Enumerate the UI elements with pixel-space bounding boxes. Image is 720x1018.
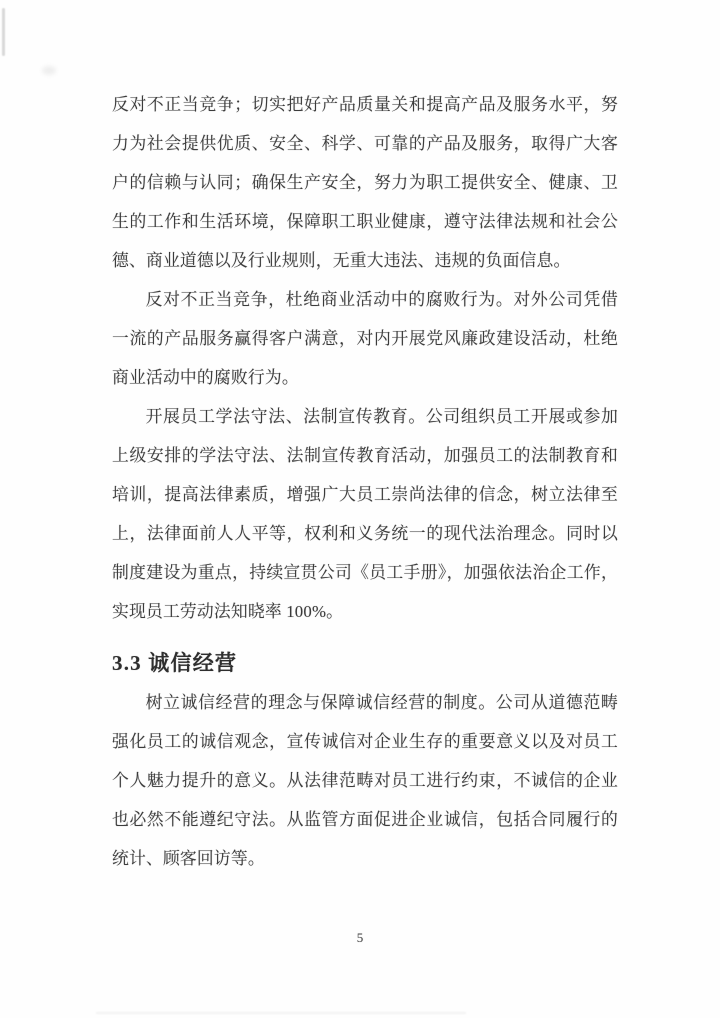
scan-artifact-bottom-line bbox=[96, 1012, 466, 1014]
paragraph-legal-education: 开展员工学法守法、法制宣传教育。公司组织员工开展或参加上级安排的学法守法、法制宣传教育活动，加强员工的法制教育和培训，提高法律素质，增强广大员工崇尚法律的信念，树立法律至上，法律面前人人平等，权利和义务统一的现代法治理念。同时以制度建设为重点，持续宣贯公司《员工手册》，加强依法治企工作，实现员工劳动法知晓率 100%。 bbox=[112, 407, 618, 621]
paragraph-integrity-concept: 树立诚信经营的理念与保障诚信经营的制度。公司从道德范畴强化员工的诚信观念，宣传诚信对企业生存的重要意义以及对员工个人魅力提升的意义。从法律范畴对员工进行约束，不诚信的企业也必然不能遵纪守法。从监管方面促进企业诚信，包括合同履行的统计、顾客回访等。 bbox=[112, 693, 618, 868]
scan-artifact-smudge bbox=[42, 66, 56, 75]
paragraph-anti-unfair-competition-quality: 反对不正当竞争；切实把好产品质量关和提高产品及服务水平，努力为社会提供优质、安全、科学、可靠的产品及服务，取得广大客户的信赖与认同；确保生产安全，努力为职工提供安全、健康、卫生的工作和生活环境，保障职工职业健康，遵守法律法规和社会公德、商业道德以及行业规则，无重大违法、违规的负面信息。 bbox=[112, 95, 618, 270]
page-number: 5 bbox=[356, 930, 364, 945]
paragraph-anti-corruption: 反对不正当竞争，杜绝商业活动中的腐败行为。对外公司凭借一流的产品服务赢得客户满意，对内开展党风廉政建设活动，杜绝商业活动中的腐败行为。 bbox=[112, 290, 618, 387]
scan-artifact-line bbox=[2, 8, 5, 56]
document-content bbox=[112, 85, 618, 878]
section-heading-integrity-management: 3.3 诚信经营 bbox=[112, 651, 238, 675]
